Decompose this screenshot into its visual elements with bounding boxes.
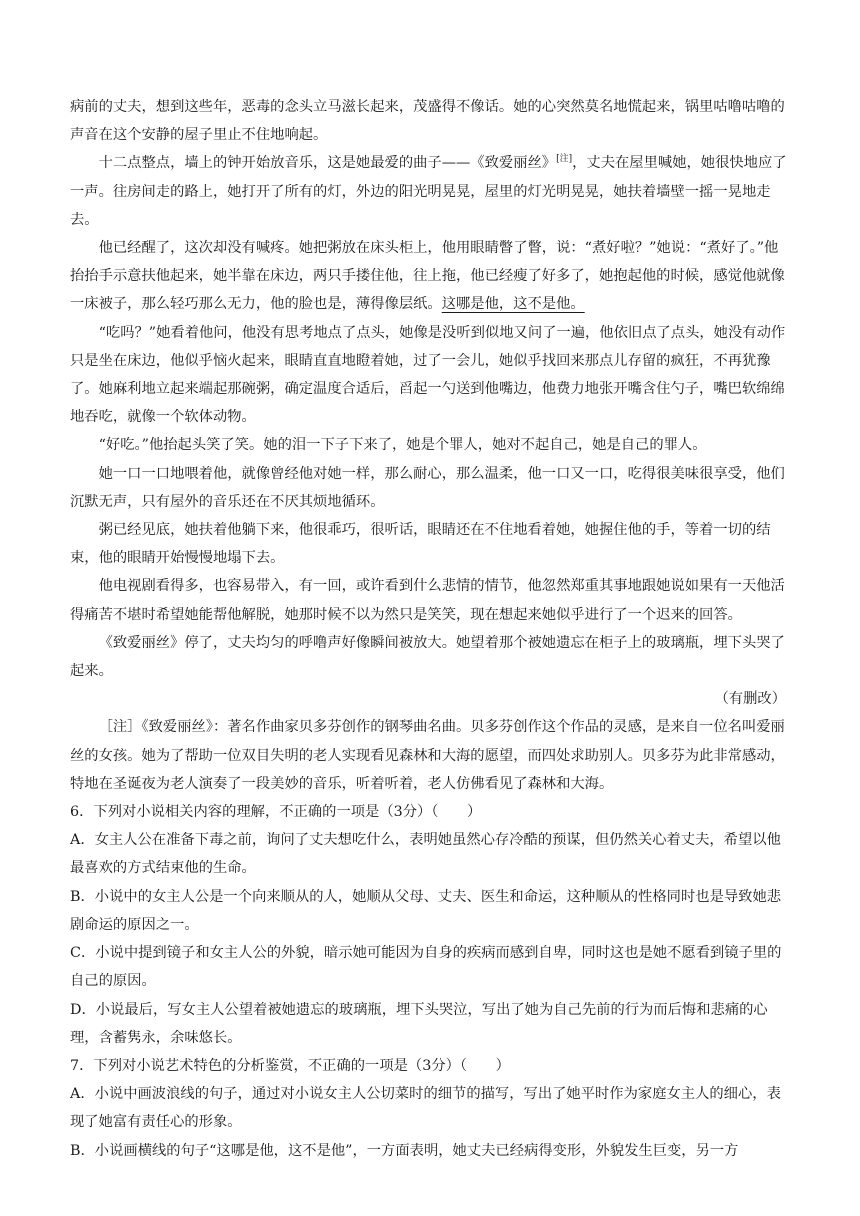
paragraph-9: 《致爱丽丝》停了，丈夫均匀的呼噜声好像瞬间被放大。她望着那个被她遗忘在柜子上的玻璃瓶，埋下头哭了起来。 (70, 634, 785, 680)
paragraph-2-text: 十二点整点，墙上的钟开始放音乐，这是她最爱的曲子——《致爱丽丝》 (98, 155, 557, 172)
question-6-option-c: C．小说中提到镜子和女主人公的外貌，暗示她可能因为自身的疾病而感到自卑，同时这也是她不愿看到镜子里的自己的原因。 (70, 945, 782, 990)
paragraph-6: 她一口一口地喂着他，就像曾经他对她一样，那么耐心，那么温柔，他一口又一口，吃得很美味很享受，他们沉默无声，只有屋外的音乐还在不厌其烦地循环。 (70, 465, 785, 510)
question-6-option-a: A．女主人公在准备下毒之前，询问了丈夫想吃什么，表明她虽然心存冷酷的预谋，但仍然关心着丈夫，希望以他最喜欢的方式结束他的生命。 (70, 832, 781, 877)
question-7-stem: 7．下列对小说艺术特色的分析鉴赏，不正确的一项是（3分）（ ） (70, 1057, 510, 1074)
question-7-option-b: B．小说画横线的句子“这哪是他，这不是他”，一方面表明，她丈夫已经病得变形，外貌发生巨变，另一方 (70, 1142, 739, 1159)
footnote-marker: [注] (556, 154, 573, 165)
paragraph-2 (70, 149, 792, 234)
edited-note: （有删改） (714, 691, 786, 708)
annotation-note: ［注］《致爱丽丝》：著名作曲家贝多芬创作的钢琴曲名曲。贝多芬创作这个作品的灵感，是来自一位名叫爱丽丝的女孩。她为了帮助一位双目失明的老人实现看见森林和大海的愿望，而四处求助别人。贝多芬为此非常感动，特地在圣诞夜为老人演奏了一段美妙的音乐，听着听着，老人仿佛看见了森林和大海。 (70, 719, 785, 792)
question-6-stem: 6．下列对小说相关内容的理解，不正确的一项是（3分）（ ） (70, 804, 482, 821)
question-6-option-d: D．小说最后，写女主人公望着被她遗忘的玻璃瓶，埋下头哭泣，写出了她为自己先前的行为而后悔和悲痛的心理，含蓄隽永，余味悠长。 (70, 1001, 768, 1046)
paragraph-3-text: 他已经醒了，这次却没有喊疼。她把粥放在床头柜上，他用眼睛瞥了瞥，说：“煮好啦？”她说：“煮好了。”他抬抬手示意扶他起来，她半靠在床边，两只手搂住他，往上拖，他已经瘦了好多了，她抱起他的时候，感觉他就像一床被子，那么轻巧那么无力，他的脸也是，薄得像层纸。 (70, 240, 785, 313)
paragraph-8: 他电视剧看得多，也容易带入，有一回，或许看到什么悲情的情节，他忽然郑重其事地跟她说如果有一天他活得痛苦不堪时希望她能帮他解脱，她那时候不以为然只是笑笑，现在想起来她似乎进行了一个迟来的回答。 (70, 578, 785, 623)
paragraph-3 (70, 234, 792, 319)
paragraph-2-text-cont: ，丈夫在屋里喊她，她很快地应了一声。往房间走的路上，她打开了所有的灯，外边的阳光明晃晃，屋里的灯光明晃晃，她扶着墙壁一摇一晃地走去。 (70, 155, 787, 228)
paragraph-1: 病前的丈夫，想到这些年，恶毒的念头立马滋长起来，茂盛得不像话。她的心突然莫名地慌起来，锅里咕噜咕噜的声音在这个安静的屋子里止不住地响起。 (70, 99, 785, 144)
paragraph-7: 粥已经见底，她扶着他躺下来，他很乖巧，很听话，眼睛还在不住地看着她，她握住他的手，等着一切的结束，他的眼睛开始慢慢地塌下去。 (70, 522, 771, 567)
paragraph-5: “好吃。”他抬起头笑了笑。她的泪一下子下来了，她是个罪人，她对不起自己，她是自己的罪人。 (98, 437, 707, 454)
question-6-option-b: B．小说中的女主人公是一个向来顺从的人，她顺从父母、丈夫、医生和命运，这种顺从的性格同时也是导致她悲剧命运的原因之一。 (70, 888, 782, 933)
document-page (70, 93, 792, 1165)
underlined-sentence: 这哪是他，这不是他。 (441, 296, 585, 313)
question-7-option-a: A．小说中画波浪线的句子，通过对小说女主人公切菜时的细节的描写，写出了她平时作为家庭女主人的细心，表现了她富有责任心的形象。 (70, 1086, 781, 1131)
paragraph-4: “吃吗？”她看着他问，他没有思考地点了点头，她像是没听到似地又问了一遍，他依旧点了点头，她没有动作只是坐在床边，他似乎恼火起来，眼睛直直地瞪着她，过了一会儿，她似乎找回来那点儿存留的疯狂，不再犹豫了。她麻利地立起来端起那碗粥，确定温度合适后，舀起一勺送到他嘴边，他费力地张开嘴含住勺子，嘴巴软绵绵地吞吃，就像一个软体动物。 (70, 324, 786, 426)
